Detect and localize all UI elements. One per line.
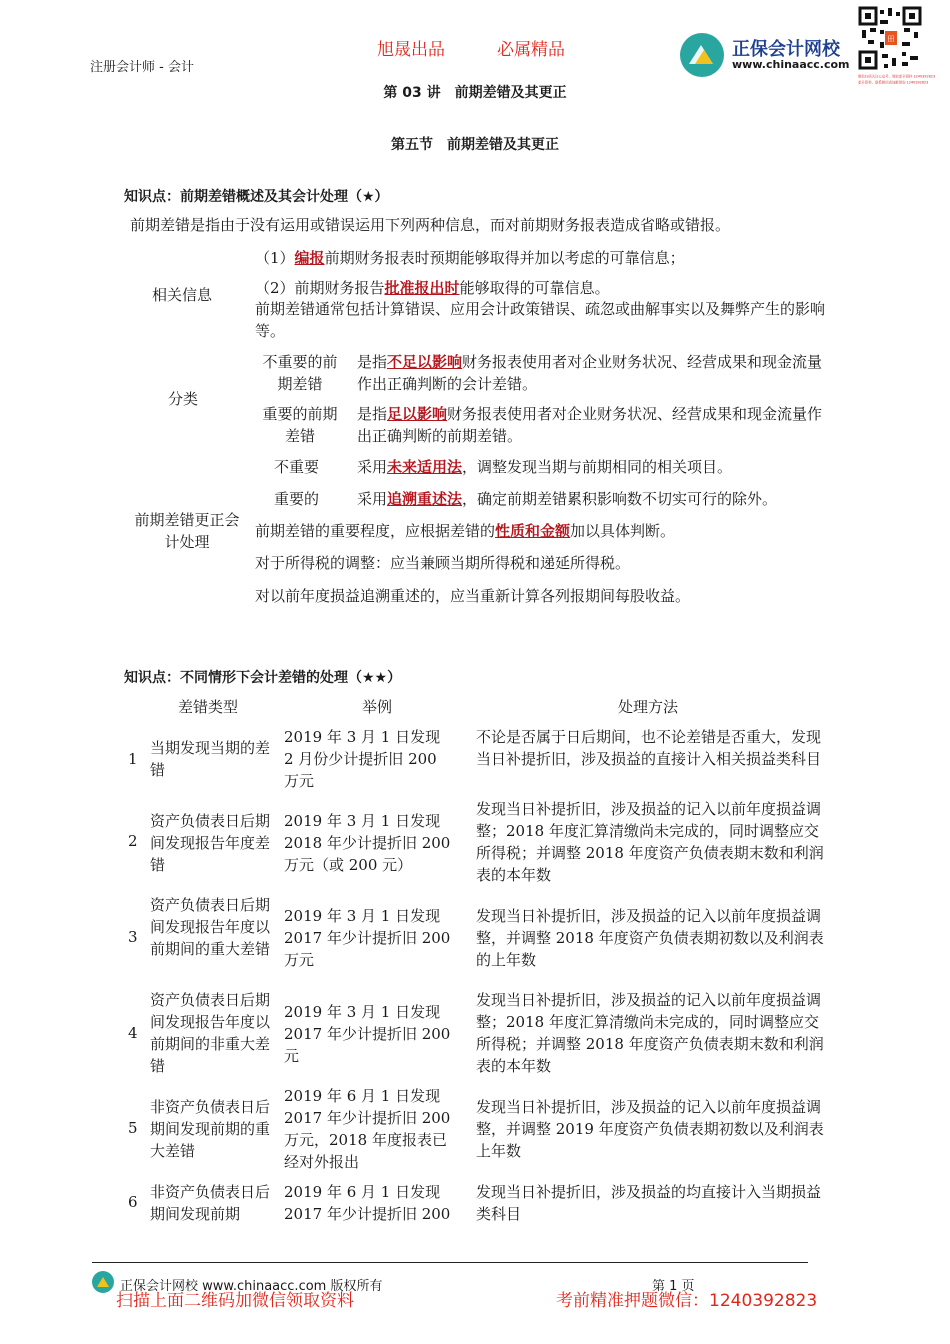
row-type: 非资产负债表日后期间发现前期 <box>150 1183 271 1223</box>
col-header-type: 差错类型 <box>178 698 239 716</box>
minor-error-desc: 是指不足以影响财务报表使用者对企业财务状况、经营成果和现金流量作出正确判断的会计差错。 <box>357 353 823 393</box>
major-error-highlight: 足以影响 <box>387 405 448 423</box>
kp1-intro: 前期差错是指由于没有运用或错误运用下列两种信息，而对前期财务报表造成省略或错报。 <box>130 216 731 234</box>
brand-url: www.chinaacc.com <box>732 58 850 71</box>
related-2-highlight: 批准报出时 <box>384 279 460 297</box>
section-title: 第五节 前期差错及其更正 <box>391 137 559 153</box>
major-error-desc: 是指足以影响财务报表使用者对企业财务状况、经营成果和现金流量作出正确判断的前期差错。 <box>357 405 823 445</box>
treat-minor-highlight: 未来适用法 <box>387 458 463 476</box>
row-type: 当期发现当期的差错 <box>150 739 271 779</box>
footer-logo-icon <box>92 1271 114 1293</box>
slogan-right: 必属精品 <box>497 40 565 60</box>
minor-error-label: 不重要的前期差错 <box>262 353 338 393</box>
row-method: 发现当日补提折旧，涉及损益的记入以前年度损益调整，并调整 2019 年度资产负债表期初数以及利润表上年数 <box>476 1098 824 1160</box>
row-method: 发现当日补提折旧，涉及损益的均直接计入当期损益类科目 <box>476 1183 822 1223</box>
class-label: 分类 <box>168 390 199 408</box>
row-number: 5 <box>128 1119 138 1137</box>
footer-divider <box>92 1262 808 1263</box>
footer-page: 第 1 页 <box>652 1279 695 1294</box>
related-item-2: （2）前期财务报告批准报出时能够取得的可靠信息。 <box>255 279 610 297</box>
row-number: 6 <box>128 1193 138 1211</box>
row-method: 发现当日补提折旧，涉及损益的记入以前年度损益调整；2018 年度汇算清缴尚未完成的，同时调整应交所得税；并调整 2018 年度资产负债表期末数和利润表的本年数 <box>476 800 824 884</box>
row-type: 资产负债表日后期间发现报告年度以前期间的重大差错 <box>150 896 271 958</box>
treat-note-1: 前期差错的重要程度，应根据差错的性质和金额加以具体判断。 <box>255 522 676 540</box>
footer-promo-left: 扫描上面二维码加微信领取资料 <box>116 1291 354 1311</box>
treat-major-desc: 采用追溯重述法，确定前期差错累积影响数不切实可行的除外。 <box>357 490 778 508</box>
minor-error-highlight: 不足以影响 <box>387 353 463 371</box>
kp2-title: 知识点：不同情形下会计差错的处理（★★） <box>124 670 402 686</box>
row-example: 2019 年 6 月 1 日发现 2017 年少计提折旧 200 万元，2018 年度报表已经对外报出 <box>284 1087 451 1171</box>
col-header-example: 举例 <box>362 698 393 716</box>
qr-caption-1: 微信扫码关注公众号，领取更多资料 1240392823 <box>858 74 936 79</box>
svg-text:田: 田 <box>887 35 895 43</box>
major-error-label: 重要的前期差错 <box>262 405 338 445</box>
brand-logo-icon <box>680 33 724 77</box>
related-item-1: （1）编报前期财务报表时预期能够取得并加以考虑的可靠信息； <box>255 249 685 267</box>
header-left-label: 注册会计师 - 会计 <box>90 60 194 75</box>
treat-minor-label: 不重要 <box>274 458 320 476</box>
row-type: 资产负债表日后期间发现报告年度以前期间的非重大差错 <box>150 991 271 1075</box>
row-method: 发现当日补提折旧，涉及损益的记入以前年度损益调整；2018 年度汇算清缴尚未完成的，同时调整应交所得税；并调整 2018 年度资产负债表期末数和利润表的本年数 <box>476 991 824 1075</box>
qr-code <box>858 6 936 86</box>
row-type: 非资产负债表日后期间发现前期的重大差错 <box>150 1098 271 1160</box>
row-example: 2019 年 3 月 1 日发现 2 月份少计提折旧 200 万元 <box>284 728 441 790</box>
treat-major-label: 重要的 <box>274 490 320 508</box>
footer-copyright: 正保会计网校 www.chinaacc.com 版权所有 <box>120 1279 383 1294</box>
footer-promo-right: 考前精准押题微信：1240392823 <box>556 1291 818 1311</box>
treat-note-2: 对于所得税的调整：应当兼顾当期所得税和递延所得税。 <box>255 554 631 572</box>
row-example: 2019 年 3 月 1 日发现 2018 年少计提折旧 200 万元（或 200 元） <box>284 812 451 874</box>
row-type: 资产负债表日后期间发现报告年度差错 <box>150 812 271 874</box>
slogan-left: 旭晟出品 <box>377 40 445 60</box>
lecture-title: 第 03 讲 前期差错及其更正 <box>383 85 567 101</box>
brand-name: 正保会计网校 <box>732 39 840 60</box>
row-number: 3 <box>128 928 138 946</box>
kp1-title: 知识点：前期差错概述及其会计处理（★） <box>124 189 389 205</box>
row-method: 发现当日补提折旧，涉及损益的记入以前年度损益调整，并调整 2018 年度资产负债表期初数以及利润表的上年数 <box>476 907 824 969</box>
treat-note-highlight: 性质和金额 <box>495 522 571 540</box>
row-example: 2019 年 6 月 1 日发现 2017 年少计提折旧 200 <box>284 1183 451 1223</box>
treat-note-3: 对以前年度损益追溯重述的，应当重新计算各列报期间每股收益。 <box>255 587 691 605</box>
col-header-method: 处理方法 <box>618 698 679 716</box>
related-label: 相关信息 <box>152 286 213 304</box>
row-example: 2019 年 3 月 1 日发现 2017 年少计提折旧 200 万元 <box>284 907 451 969</box>
row-number: 2 <box>128 832 138 850</box>
treatment-label: 前期差错更正会计处理 <box>134 511 240 551</box>
row-method: 不论是否属于日后期间，也不论差错是否重大，发现当日补提折旧，涉及损益的直接计入相关损益类科目 <box>476 728 822 768</box>
row-example: 2019 年 3 月 1 日发现 2017 年少计提折旧 200 元 <box>284 1003 451 1065</box>
treat-minor-desc: 采用未来适用法，调整发现当期与前期相同的相关项目。 <box>357 458 733 476</box>
row-number: 1 <box>128 750 138 768</box>
treat-major-highlight: 追溯重述法 <box>387 490 463 508</box>
qr-caption-2: 更多资料，联系微信或加群领取 1240392823 <box>858 80 929 85</box>
related-item-3: 前期差错通常包括计算错误、应用会计政策错误、疏忽或曲解事实以及舞弊产生的影响等。 <box>255 300 826 340</box>
row-number: 4 <box>128 1024 138 1042</box>
related-1-highlight: 编报 <box>294 249 325 267</box>
